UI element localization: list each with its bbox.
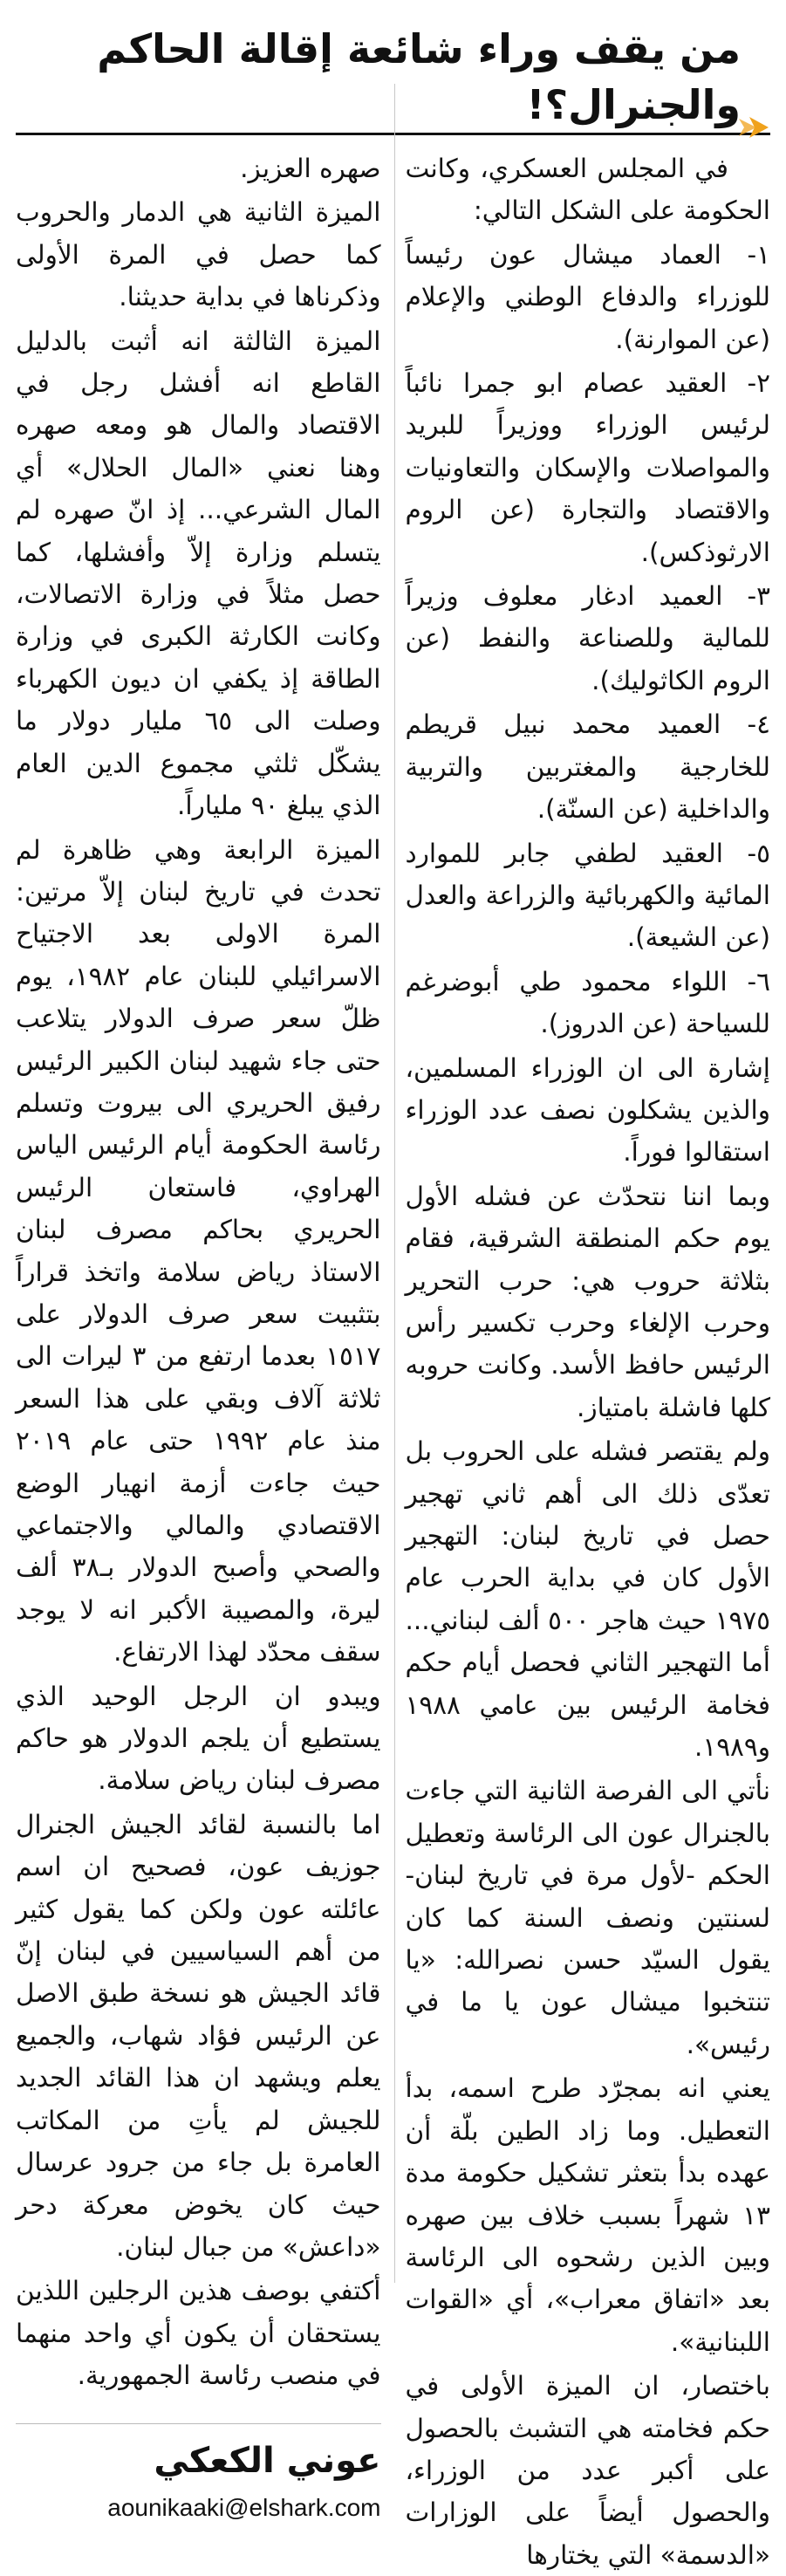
paragraph: الميزة الرابعة وهي ظاهرة لم تحدث في تاريخ لبنان إلاّ مرتين: المرة الاولى بعد الاجتياح الاسرائيلي للبنان عام ١٩٨٢، يوم ظلّ سعر صرف الدولار يتلاعب حتى جاء شهيد لبنان الكبير الرئيس رفيق الحريري الى بيروت وتسلم رئاسة الحكومة أيام الرئيس الياس الهراوي، فاستعان الرئيس الحريري بحاكم مصرف لبنان الاستاذ رياض سلامة واتخذ قراراً بتثبيت سعر صرف الدولار على ١٥١٧ بعدما ارتفع من ٣ ليرات الى ثلاثة آلاف وبقي على هذا السعر منذ عام ١٩٩٢ حتى عام ٢٠١٩ حيث جاءت أزمة انهيار الوضع الاقتصادي والمالي والاجتماعي والصحي وأصبح الدولار بـ٣٨ ألف ليرة، والمصيبة الأكبر انه لا يوجد سقف محدّد لهذا الارتفاع. [16, 834, 381, 1668]
paragraph: في المجلس العسكري، وكانت الحكومة على الشكل التالي: [405, 154, 770, 226]
paragraph: أكتفي بوصف هذين الرجلين اللذين يستحقان أن يكون أي واحد منهما في منصب رئاسة الجمهورية. [16, 2276, 381, 2391]
article-columns [16, 147, 771, 2570]
paragraph: وبما اننا نتحدّث عن فشله الأول يوم حكم المنطقة الشرقية، فقام بثلاثة حروب هي: حرب التحرير وحرب الإلغاء وحرب تكسير رأس الرئيس حافظ الأسد. وكانت حروبه كلها فاشلة بامتياز. [405, 1181, 770, 1422]
paragraph: يعني انه بمجرّد طرح اسمه، بدأ التعطيل. وما زاد الطين بلّة أن عهده بدأ بتعثر تشكيل حكومة مدة ١٣ شهراً بسبب خلاف بين صهره وبين الذين رشحوه الى الرئاسة بعد «اتفاق معراب»، أي «القوات اللبنانية». [405, 2073, 770, 2357]
author-name: عوني الكعكي [154, 2440, 381, 2481]
paragraph: ٣- العميد ادغار معلوف وزيراً للمالية وللصناعة والنفط (عن الروم الكاثوليك). [405, 581, 770, 695]
paragraph: اما بالنسبة لقائد الجيش الجنرال جوزيف عون، فصحيح ان اسم عائلته عون ولكن كما يقول كثير من أهم السياسيين في لبنان إنّ قائد الجيش هو نسخة طبق الاصل عن الرئيس فؤاد شهاب، والجميع يعلم ويشهد ان هذا القائد الجديد للجيش لم يأتِ من المكاتب العامرة بل جاء من جرود عرسال حيث كان يخوض معركة دحر «داعش» من جبال لبنان. [16, 1809, 381, 2262]
paragraph: ٦- اللواء محمود طي أبوضرغم للسياحة (عن الدروز). [405, 966, 770, 1039]
paragraph: صهره العزيز. [240, 154, 381, 183]
paragraph: ولم يقتصر فشله على الحروب بل تعدّى ذلك الى أهم ثاني تهجير حصل في تاريخ لبنان: التهجير الأول كان في بداية الحرب عام ١٩٧٥ حيث هاجر ٥٠٠ ألف لبناني... أما التهجير الثاني فحصل أيام حكم فخامة الرئيس بين عامي ١٩٨٨ و١٩٨٩. [405, 1436, 771, 1763]
paragraph: ٢- العقيد عصام ابو جمرا نائباً لرئيس الوزراء ووزيراً للبريد والمواصلات والإسكان والتعاونيات والاقتصاد والتجارة (عن الروم الارثوذكس). [405, 368, 770, 567]
paragraph: باختصار، ان الميزة الأولى في حكم فخامته هي التشبث بالحصول على أكبر عدد من الوزراء، والحصول أيضاً على الوزارات «الدسمة» التي يختارها [405, 2371, 770, 2570]
paragraph: ١- العماد ميشال عون رئيساً للوزراء والدفاع الوطني والإعلام (عن الموارنة). [405, 239, 770, 354]
left-column [16, 147, 381, 2521]
arrow-icon [737, 115, 770, 140]
paragraph: الميزة الثالثة انه أثبت بالدليل القاطع انه أفشل رجل في الاقتصاد والمال هو ومعه صهره وهنا نعني «المال الحلال» أي المال الشرعي... إذ انّ صهره لم يتسلم وزارة إلاّ وأفشلها، كما حصل مثلاً في وزارة الاتصالات، وكانت الكارثة الكبرى في وزارة الطاقة إذ يكفي ان ديون الكهرباء وصلت الى ٦٥ مليار دولار ما يشكّل ثلثي مجموع الدين العام الذي يبلغ ٩٠ ملياراً. [16, 325, 381, 821]
right-column [405, 147, 771, 2570]
paragraph: نأتي الى الفرصة الثانية التي جاءت بالجنرال عون الى الرئاسة وتعطيل الحكم -لأول مرة في تاريخ لبنان- لسنتين ونصف السنة كما كان يقول السيّد حسن نصرالله: «يا تنتخبوا ميشال عون يا ما في رئيس». [405, 1776, 770, 2059]
author-email: aounikaaki@elshark.com [107, 2493, 381, 2521]
author-signature [16, 2423, 381, 2525]
column-divider [394, 84, 395, 2283]
paragraph: ٥- العقيد لطفي جابر للموارد المائية والكهربائية والزراعة والعدل (عن الشيعة). [405, 838, 770, 953]
paragraph: ٤- العميد محمد نبيل قريطم للخارجية والمغتربين والتربية والداخلية (عن السنّة). [405, 709, 770, 825]
paragraph: ويبدو ان الرجل الوحيد الذي يستطيع أن يلجم الدولار هو حاكم مصرف لبنان رياض سلامة. [16, 1681, 381, 1796]
paragraph: الميزة الثانية هي الدمار والحروب كما حصل في المرة الأولى وذكرناها في بداية حديثنا. [16, 197, 381, 312]
paragraph: إشارة الى ان الوزراء المسلمين، والذين يشكلون نصف عدد الوزراء استقالوا فوراً. [405, 1052, 770, 1168]
article-headline: من يقف وراء شائعة إقالة الحاكم والجنرال؟! [16, 14, 770, 135]
